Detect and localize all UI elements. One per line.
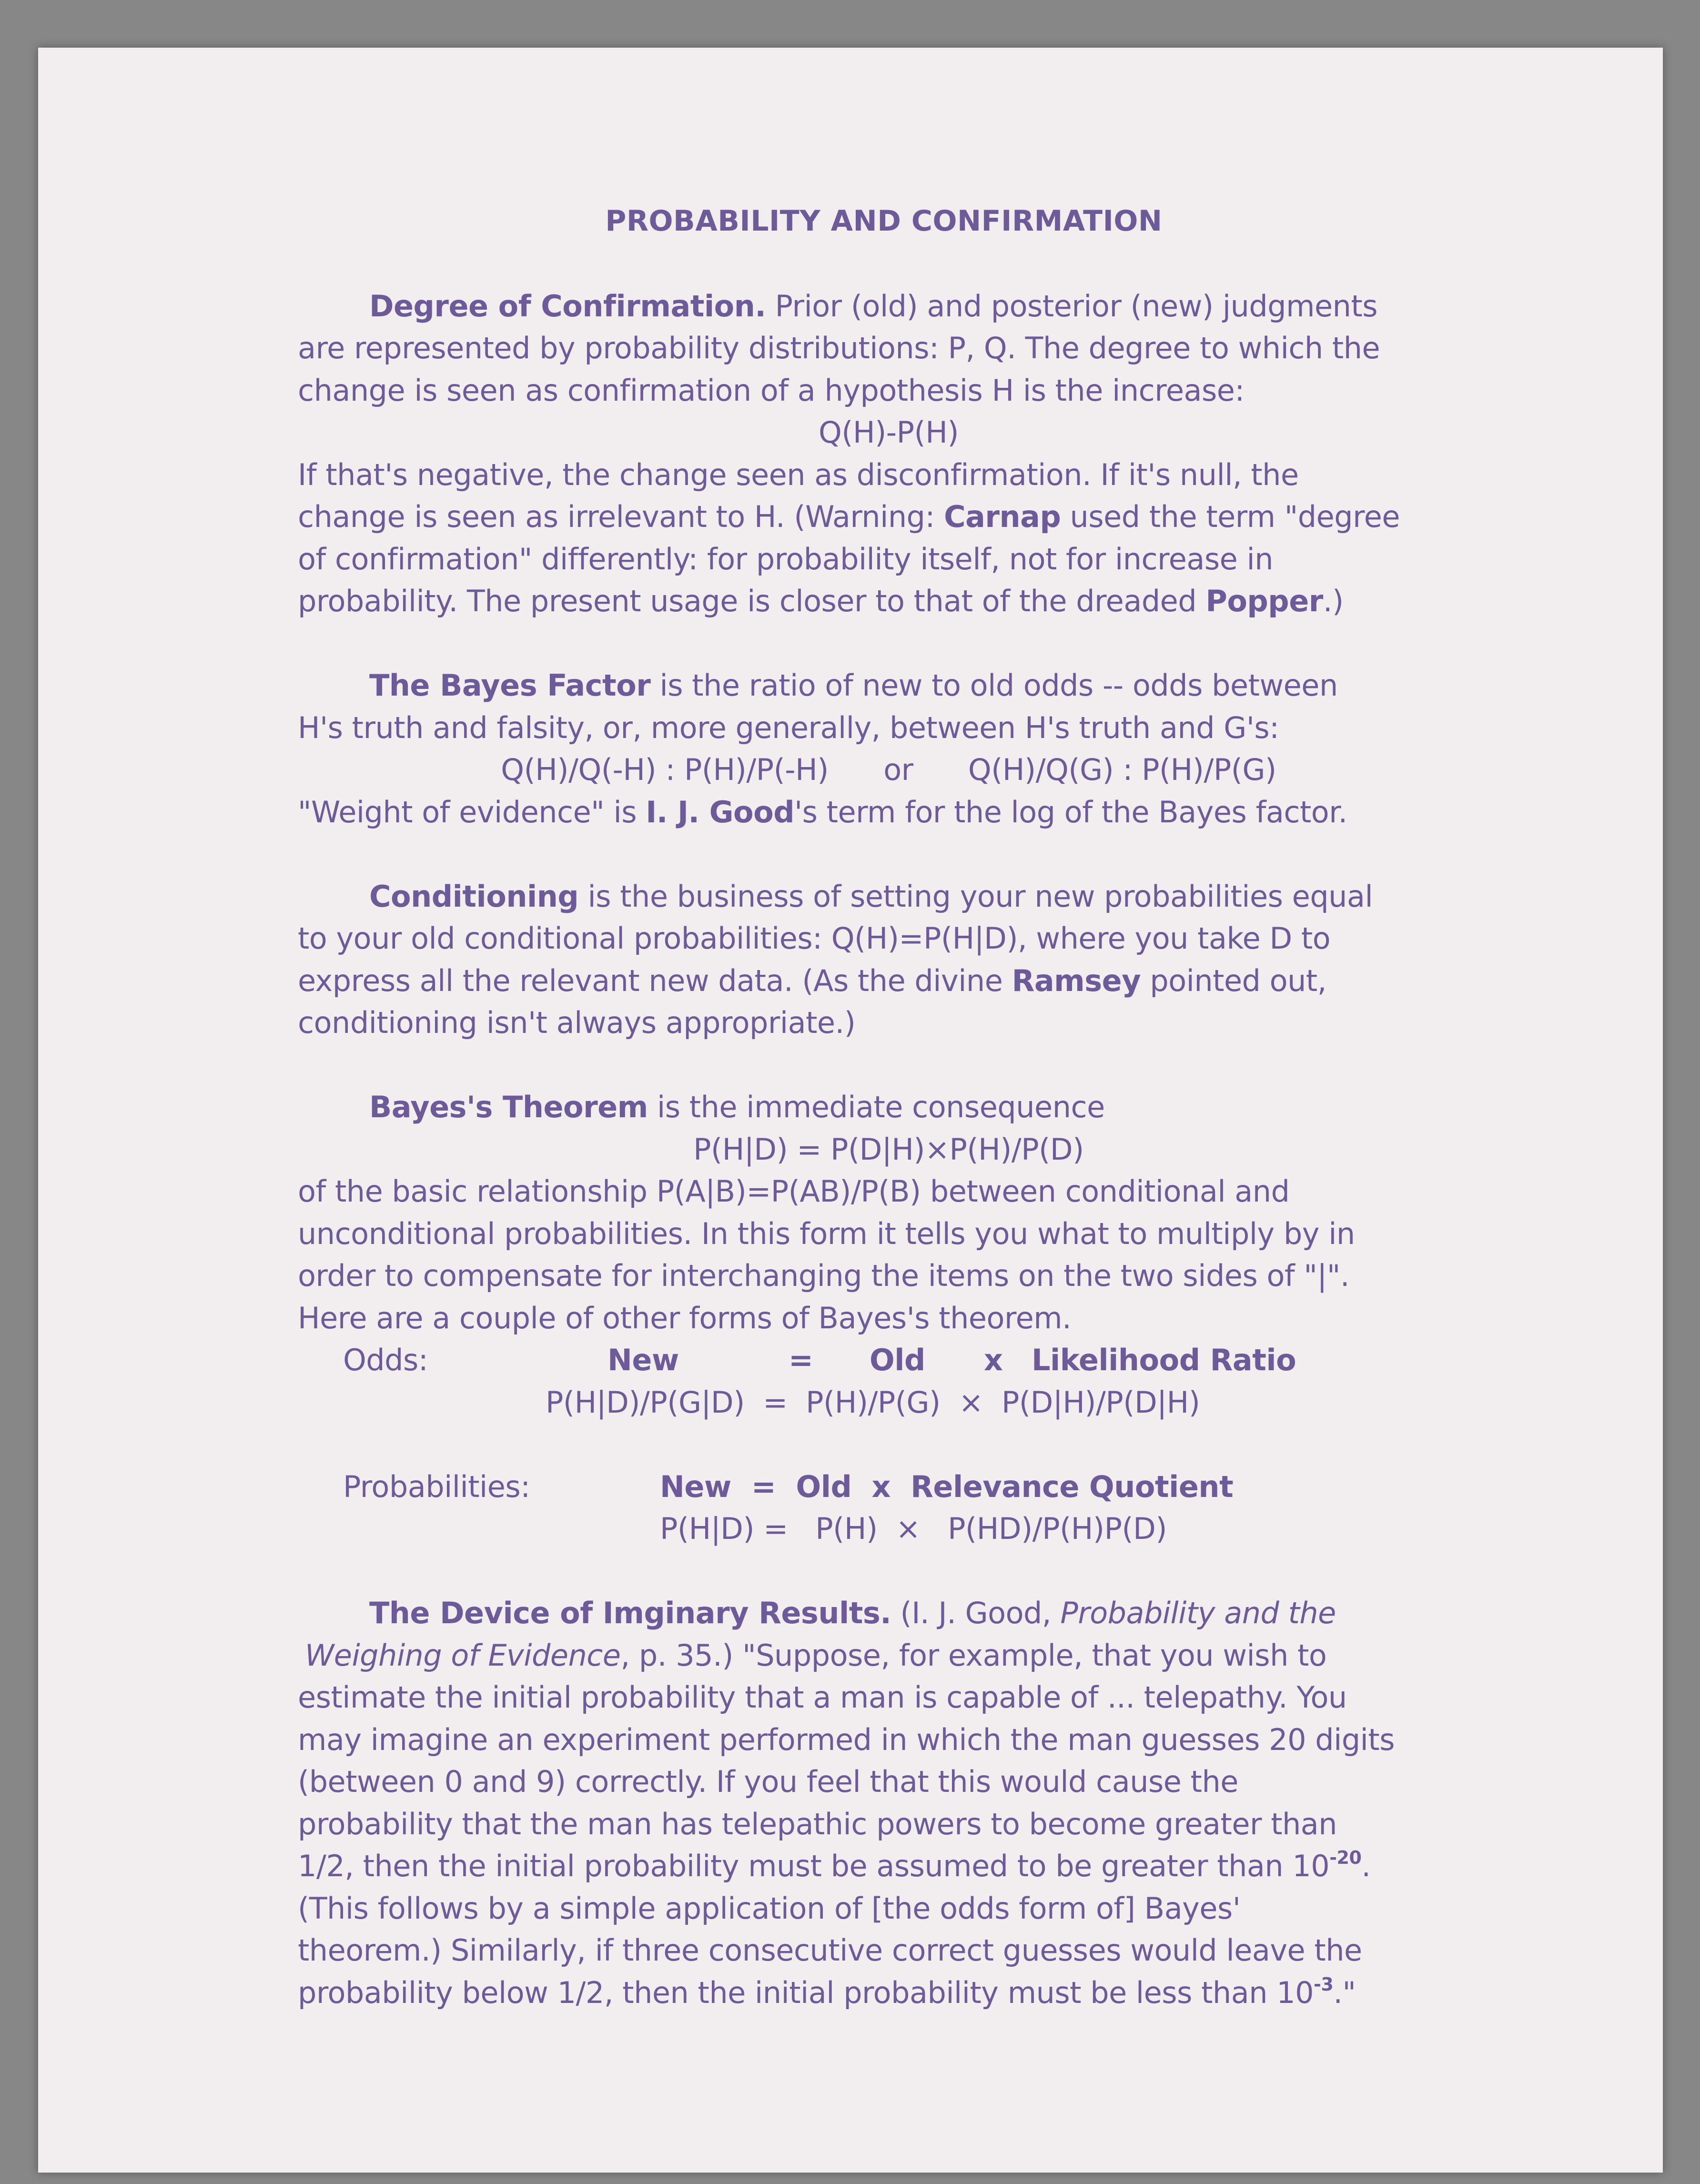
- section-heading: Bayes's Theorem: [369, 1090, 648, 1124]
- odds-likelihood-ratio: Likelihood Ratio: [1032, 1343, 1296, 1377]
- book-title: Probability and the: [1060, 1596, 1336, 1630]
- name-carnap: Carnap: [944, 499, 1061, 534]
- odds-formula: P(H|D)/P(G|D) = P(H)/P(G) × P(D|H)/P(D|H): [546, 1385, 1200, 1420]
- text-line: probability. The present usage is closer to that of the dreaded Popper.): [298, 584, 1344, 618]
- text-line: (This follows by a simple application of [the odds form of] Bayes': [298, 1891, 1241, 1926]
- text-line: of confirmation" differently: for probability itself, not for increase in: [298, 541, 1274, 576]
- odds-label: Odds:: [343, 1343, 428, 1377]
- section-heading: The Device of Imginary Results.: [369, 1596, 891, 1630]
- document-title: PROBABILITY AND CONFIRMATION: [605, 204, 1163, 238]
- odds-formula-row: [298, 1382, 1479, 1424]
- odds-old: Old: [870, 1343, 925, 1377]
- text-line: 1/2, then the initial probability must be assumed to be greater than $10^{-20}$.: [298, 1847, 1371, 1883]
- text-line: Conditioning is the business of setting your new probabilities equal: [369, 879, 1373, 914]
- text-line: If that's negative, the change seen as disconfirmation. If it's null, the: [298, 457, 1299, 492]
- odds-new: New: [607, 1343, 679, 1377]
- probabilities-label: Probabilities:: [343, 1469, 530, 1504]
- text-line: order to compensate for interchanging the items on the two sides of "|".: [298, 1258, 1350, 1293]
- formula: Q(H)/Q(-H) : P(H)/P(-H) or Q(H)/Q(G) : P(H)/P(G): [501, 752, 1276, 787]
- section-imaginary-results: [298, 1592, 1479, 2014]
- text-line: The Bayes Factor is the ratio of new to old odds -- odds between: [369, 668, 1338, 703]
- odds-header-row: [298, 1339, 1479, 1382]
- formula: Q(H)-P(H): [818, 415, 959, 450]
- section-degree-of-confirmation: [298, 285, 1479, 623]
- text-line: (between 0 and 9) correctly. If you feel that this would cause the: [298, 1764, 1238, 1799]
- section-bayes-theorem: [298, 1086, 1479, 1550]
- text-line: to your old conditional probabilities: Q(H)=P(H|D), where you take D to: [298, 921, 1331, 956]
- text-line: of the basic relationship P(A|B)=P(AB)/P(B) between conditional and: [298, 1174, 1290, 1209]
- probabilities-header-row: [298, 1466, 1479, 1508]
- text-line: estimate the initial probability that a man is capable of ... telepathy. You: [298, 1680, 1347, 1715]
- text-line: Degree of Confirmation. Prior (old) and posterior (new) judgments: [369, 288, 1378, 324]
- text-line: "Weight of evidence" is I. J. Good's term for the log of the Bayes factor.: [298, 794, 1347, 829]
- section-heading: The Bayes Factor: [369, 668, 651, 703]
- text-line: are represented by probability distributions: P, Q. The degree to which the: [298, 331, 1380, 365]
- text-line: may imagine an experiment performed in which the man guesses 20 digits: [298, 1722, 1395, 1757]
- odds-equals: =: [789, 1343, 813, 1377]
- text-line: Here are a couple of other forms of Bayes's theorem.: [298, 1300, 1072, 1335]
- probabilities-heading: New = Old x Relevance Quotient: [660, 1469, 1234, 1504]
- text-line: change is seen as confirmation of a hypothesis H is the increase:: [298, 373, 1245, 408]
- text-line: H's truth and falsity, or, more generally, between H's truth and G's:: [298, 710, 1279, 745]
- text-line: unconditional probabilities. In this form it tells you what to multiply by in: [298, 1216, 1355, 1251]
- text-line: probability that the man has telepathic powers to become greater than: [298, 1806, 1337, 1841]
- text-line: theorem.) Similarly, if three consecutive correct guesses would leave the: [298, 1933, 1362, 1968]
- text-line: conditioning isn't always appropriate.): [298, 1005, 856, 1040]
- probabilities-formula-row: [298, 1508, 1479, 1550]
- probabilities-formula: P(H|D) = P(H) × P(HD)/P(H)P(D): [660, 1511, 1167, 1546]
- document-body: [298, 200, 1479, 2014]
- name-ramsey: Ramsey: [1012, 963, 1141, 998]
- section-bayes-factor: [298, 665, 1479, 833]
- formula: P(H|D) = P(D|H)×P(H)/P(D): [693, 1132, 1084, 1167]
- name-popper: Popper: [1205, 584, 1323, 618]
- text-line: probability below 1/2, then the initial probability must be less than $10^{-3}$.": [298, 1973, 1356, 2010]
- section-heading: Conditioning: [369, 879, 579, 914]
- odds-times: x: [984, 1343, 1003, 1377]
- text-line: Weighing of Evidence, p. 35.) "Suppose, for example, that you wish to: [305, 1638, 1327, 1673]
- section-conditioning: [298, 876, 1479, 1044]
- exponent: -20: [1329, 1847, 1362, 1868]
- text-line: The Device of Imginary Results. (I. J. Good, Probability and the: [369, 1596, 1336, 1630]
- paper-sheet: [38, 48, 1663, 2173]
- text-line: change is seen as irrelevant to H. (Warning: Carnap used the term "degree: [298, 499, 1400, 534]
- text-line: Bayes's Theorem is the immediate consequence: [369, 1090, 1105, 1124]
- text-line: express all the relevant new data. (As the divine Ramsey pointed out,: [298, 963, 1326, 998]
- name-good: I. J. Good: [646, 794, 795, 829]
- book-title: Weighing of Evidence: [305, 1638, 621, 1673]
- section-heading: Degree of Confirmation.: [369, 288, 766, 324]
- exponent: -3: [1314, 1973, 1334, 1995]
